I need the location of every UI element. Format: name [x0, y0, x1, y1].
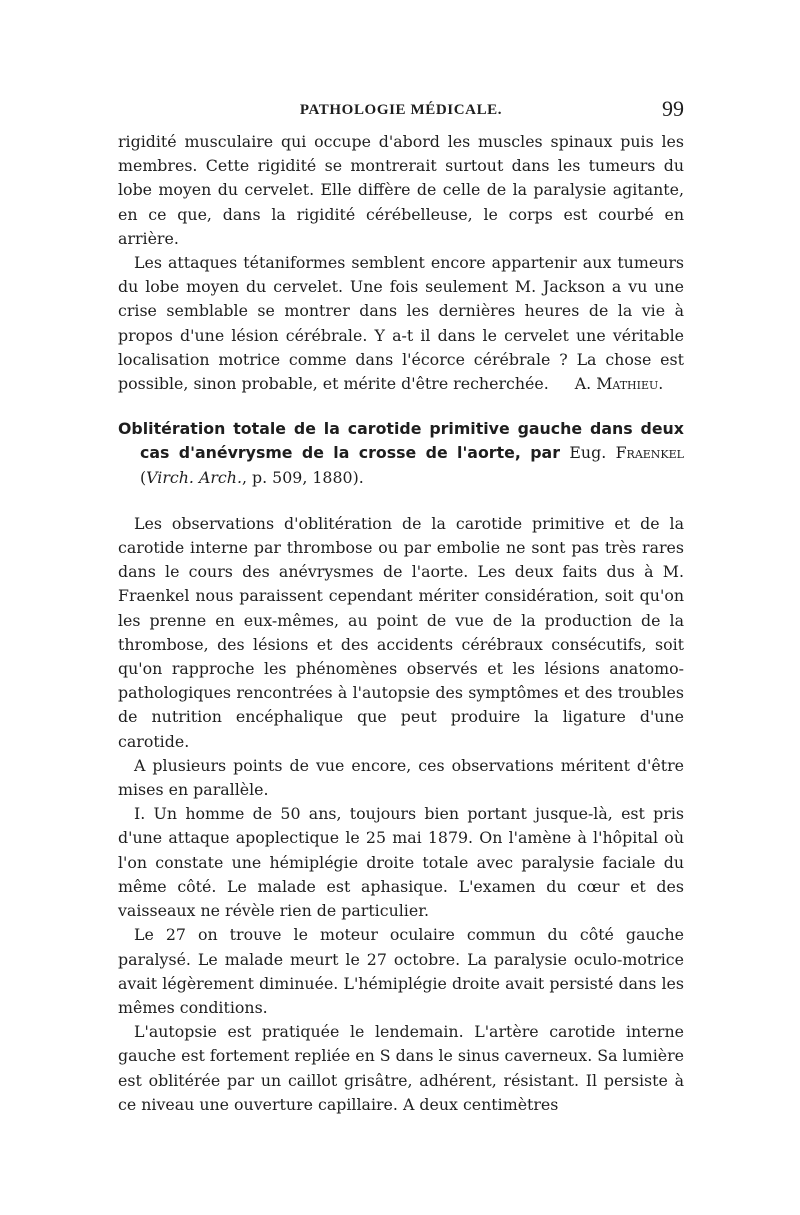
section-spacer: [118, 490, 684, 512]
paragraph-case-one: I. Un homme de 50 ans, toujours bien portant jusque-là, est pris d'une attaque apoplectique le 25 mai 1879. On l'amène à l'hôpital où l'on constate une hémiplégie droite totale avec paralysie faciale du même côté. Le malade est aphasique. L'examen du cœur et des vaisseaux ne révèle rien de particulier.: [118, 804, 684, 921]
page-header: [118, 96, 684, 126]
paragraph-continuation: rigidité musculaire qui occupe d'abord les muscles spinaux puis les membres. Cette rigidité se montrerait surtout dans les tumeurs du lobe moyen du cervelet. Elle diffère de celle de la paralysie agitante, en ce que, dans la rigidité cérébelleuse, le corps est courbé en arrière.: [118, 132, 684, 248]
author-first-name: Eug.: [569, 443, 607, 463]
paragraph-tetaniform-attacks: [118, 251, 684, 396]
paragraph-observations: Les observations d'oblitération de la carotide primitive et de la carotide interne par thrombose ou par embolie ne sont pas très rares dans le cours des anévrysmes de l'aorte. Les deux faits dus à M. Fraenkel nous paraissent cependant mériter considération, soit qu'on les prenne en eux-mêmes, au point de vue de la production de la thrombose, des lésions et des accidents cérébraux consécutifs, soit qu'on rapproche les phénomènes observés et les lésions anatomo-pathologiques rencontrées à l'autopsie des symptômes et des troubles de nutrition encéphalique que peut produire la ligature d'une carotide.: [118, 513, 684, 751]
paragraph-case-one-evolution: Le 27 on trouve le moteur oculaire commun du côté gauche paralysé. Le malade meurt le 27 octobre. La paralysie oculo-motrice avait légèrement diminuée. L'hémiplégie droite avait persisté dans les mêmes conditions.: [118, 925, 684, 1017]
running-title: PATHOLOGIE MÉDICALE.: [299, 102, 503, 118]
page-number: 99: [662, 96, 684, 121]
body-text: [118, 130, 684, 1117]
paragraph-parallel: A plusieurs points de vue encore, ces observations méritent d'être mises en parallèle.: [118, 755, 684, 800]
signature: [575, 374, 664, 393]
paragraph-autopsy: L'autopsie est pratiquée le lendemain. L'artère carotide interne gauche est fortement repliée en S dans le sinus caverneux. Sa lumière est oblitérée par un caillot grisâtre, adhérent, résistant. Il persiste à ce niveau une ouverture capillaire. A deux centimètres: [118, 1022, 685, 1114]
signature-name: A. Mathieu.: [574, 374, 664, 394]
citation-details: , p. 509, 1880).: [241, 467, 364, 487]
author-last-name: Fraenkel: [615, 443, 684, 463]
citation-open-paren: (: [140, 467, 147, 487]
article-heading: [118, 417, 684, 490]
article-title-text: Oblitération totale de la carotide primitive gauche dans deux cas d'anévrysme de la crosse de l'aorte, par: [118, 419, 684, 463]
journal-name: Virch. Arch.: [146, 467, 242, 487]
paragraph-text: Les attaques tétaniformes semblent encore appartenir aux tumeurs du lobe moyen du cervelet. Une fois seulement M. Jackson a vu une crise semblable se montrer dans les dernières heures de la vie à propos d'une lésion cérébrale. Y a-t il dans le cervelet une véritable localisation motrice comme dans l'écorce cérébrale ? La chose est possible, sinon probable, et mérite d'être recherchée.: [118, 253, 684, 394]
